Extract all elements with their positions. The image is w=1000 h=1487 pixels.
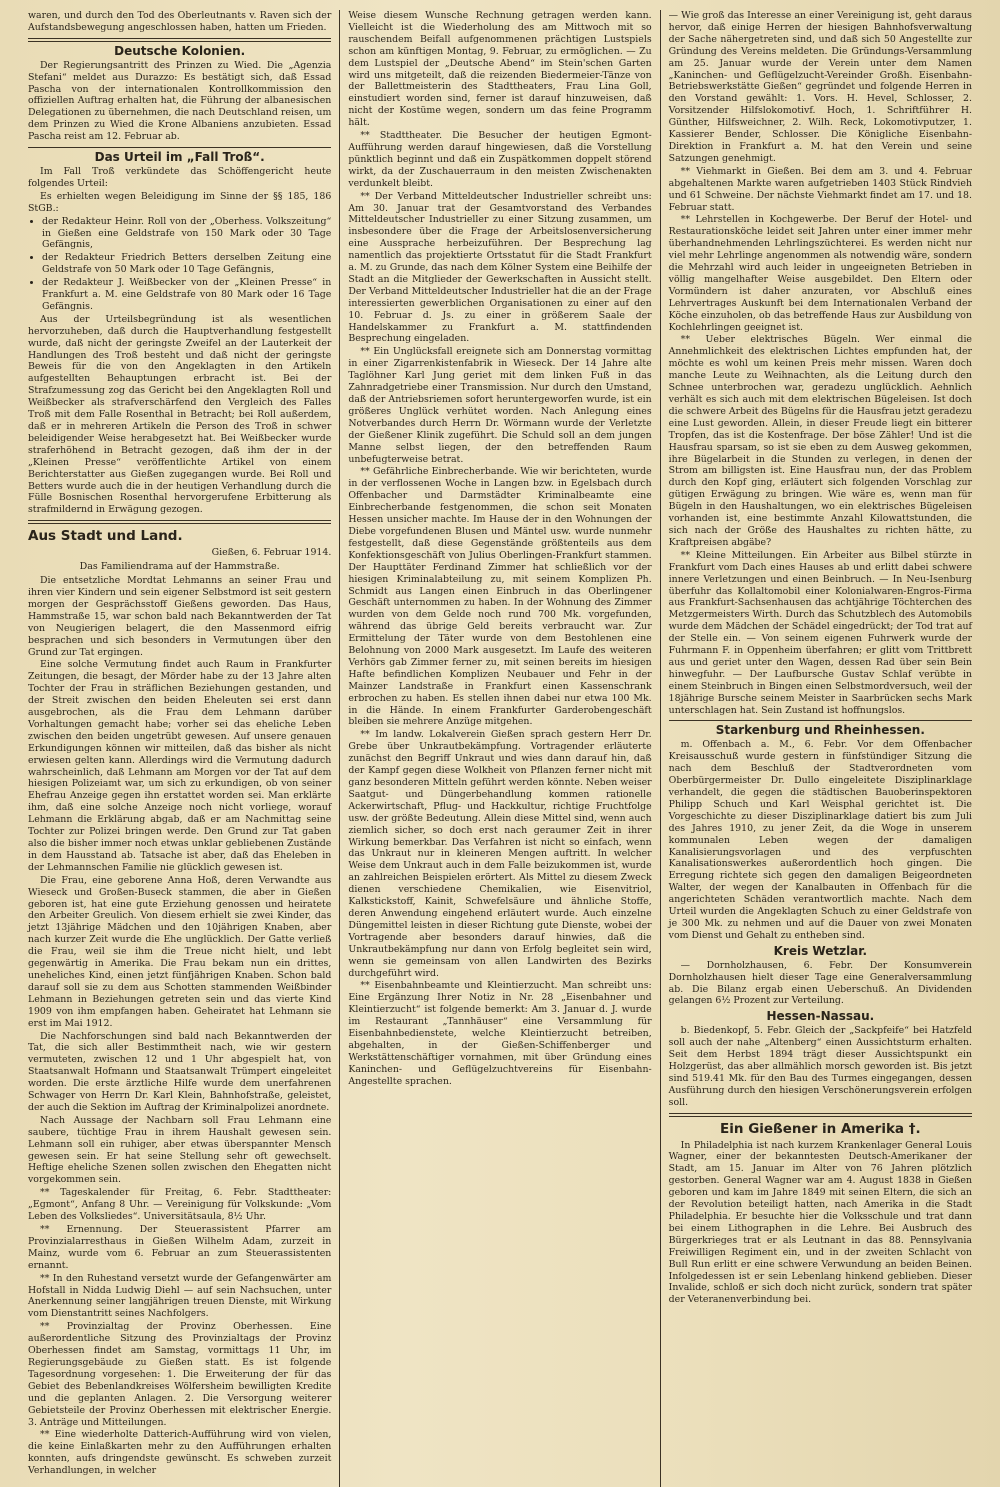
col2-para: ** Im landw. Lokalverein Gießen sprach gestern Herr Dr. Grebe über Unkrautbekämpfung. Vortragender erläuterte zunächst den Begriff Unkraut und wies dann darauf hin, daß der Kampf gegen diese Wolkheit von Pflanzen ferner nicht mit ganz besonderen Mitteln geführt werden könnte. Neben weiser Saatgut- und Düngerbehandlung kommen rationelle Ackerwirtschaft, Pflug- und Hackkultur, richtige Fruchtfolge usw. der größte Bedeutung. Allein diese Mittel sind, wenn auch ziemlich sicher, so doch erst nach geraumer Zeit in ihrer Wirkung bemerkbar. Das Verfahren ist nicht so einfach, wenn das Unkraut nur in kleineren Mengen auftritt. In welcher Weise dem Unkraut auch in dem Falle beizukommen ist, wurde an zahlreichen Beispielen erörtert. Als Mittel zu diesem Zweck dienen verschiedene Chemikalien, wie Eisenvitriol, Kalkstickstoff, Kainit, Schwefelsäure und ähnliche Stoffe, deren Anwendung eingehend erläutert wurde. Auch einzelne Düngemittel leisten in dieser Richtung gute Dienste, wobei der Vortragende aber besonders darauf hinwies, daß die Unkrautbekämpfung nur dann von Erfolg begleitet sein wird, wenn sie gemeinsam von allen Landwirten des Bezirks durchgeführt wird. [348, 729, 652, 979]
urteil-list [28, 216, 331, 313]
urteil-intro: Im Fall Troß verkündete das Schöffengericht heute folgendes Urteil: [28, 165, 332, 189]
col2-para: ** Ein Unglücksfall ereignete sich am Donnerstag vormittag in einer Zigarrenkistenfabrik in Wieseck. Der 14 Jahre alte Taglöhner Karl Jung geriet mit dem linken Fuß in das Zahnradgetriebe einer Transmission. Nur durch den Umstand, daß der Antriebsriemen sofort heruntergeworfen wurde, ist ein größeres Unglück verhütet worden. Nach Anlegung eines Notverbandes durch Herrn Dr. Wörmann wurde der Verletzte der Gießener Klinik zugeführt. Die Schuld soll an dem jungen Manne selbst liegen, der den betreffenden Raum unbefugterweise betrat. [348, 346, 652, 465]
column-3 [663, 10, 978, 1487]
urteil-item: • der Redakteur Friedrich Betters derselben Zeitung eine Geldstrafe von 50 Mark oder 10 Tage Gefängnis, [42, 252, 331, 276]
stadt-dateline: Gießen, 6. Februar 1914. [211, 547, 332, 559]
nassau-heading: Hessen-Nassau. [766, 1009, 875, 1024]
stadt-subheading: Das Familiendrama auf der Hammstraße. [79, 561, 280, 573]
notice: ** Eine wiederholte Datterich-Aufführung wird von vielen, die keine Einlaßkarten mehr zu den Aufführungen erhalten konnten, aufs dringendste gewünscht. Es schweben zurzeit Verhandlungen, in welcher [28, 1429, 332, 1477]
col2-para: Weise diesem Wunsche Rechnung getragen werden kann. Vielleicht ist die Wiederholung des am Mittwoch mit so rauschendem Beifall aufgenommenen prächtigen Lustspiels schon am künftigen Montag, 9. Februar, zu ermöglichen. — Zu dem Lustspiel der „Deutsche Abend“ im Stein'schen Garten wird uns mitgeteilt, daß die reizenden Biedermeier-Tänze von der Ballettmeisterin des Stadttheaters, Frau Lina Goll, einstudiert worden sind, ferner ist darauf hinzuweisen, daß nicht der Kostüme wegen, sondern um das feine Programm hält. [348, 10, 652, 129]
nassau-text: b. Biedenkopf, 5. Febr. Gleich der „Sackpfeife“ bei Hatzfeld soll auch der nahe „Altenberg“ einen Aussichtsturm erhalten. Seit dem Herbst 1894 trägt dieser Aussichtspunkt ein Holzgerüst, das aber allmählich morsch geworden ist. Bis jetzt sind 519.41 Mk. für den Bau des Turmes eingegangen, dessen Ausführung durch den hiesigen Verschönerungsverein erfolgen soll. [668, 1025, 972, 1108]
col1-top-text: waren, und durch den Tod des Oberleutnants v. Raven sich der Aufstandsbewegung angeschlossen haben, hatten um Frieden. [28, 10, 332, 33]
urteil-lead: Es erhielten wegen Beleidigung im Sinne der §§ 185, 186 StGB.: [28, 190, 332, 214]
col3-para: ** Lehrstellen in Kochgewerbe. Der Beruf der Hotel- und Restaurationsköche leidet seit Jahren unter einer immer mehr überhandnehmenden Lehrlingszüchterei. Es werden nicht nur viel mehr Lehrlinge angenommen als notwendig wäre, sondern die Mehrzahl wird auch leider in ungeeigneten Betrieben in völlig mangelhafter Weise ausgebildet. Den Eltern oder Vormündern ist daher anzuraten, vor Abschluß eines Lehrvertrages Auskunft bei dem Internationalen Verband der Köche einzuholen, ob das betreffende Haus zur Ausbildung von Kochlehrlingen geeignet ist. [668, 214, 972, 333]
urteil-item: • der Redakteur J. Weißbecker von der „Kleinen Presse“ in Frankfurt a. M. eine Geldstrafe von 80 Mark oder 16 Tage Gefängnis. [42, 277, 331, 313]
divider [28, 147, 331, 148]
notice: ** Provinzialtag der Provinz Oberhessen. Eine außerordentliche Sitzung des Provinzialtags der Provinz Oberhessen findet am Samstag, vormittags 11 Uhr, im Regierungsgebäude zu Gießen statt. Es ist folgende Tagesordnung vorgesehen: 1. Die Erweiterung der für das Gebiet des Bebenlandkreises Wölfersheim bewilligten Kredite und die geplanten Anlagen. 2. Die Versorgung weiterer Gebietsteile der Provinz Oberhessen mit elektrischer Energie. 3. Anträge und Mitteilungen. [28, 1321, 332, 1428]
stadt-para: Nach Aussage der Nachbarn soll Frau Lehmann eine saubere, tüchtige Frau in ihrem Haushalt gewesen sein. Lehmann soll ein ruhiger, aber etwas überspannter Mensch gewesen sein. Er hat seine Stellung sehr oft gewechselt. Heftige eheliche Szenen sollen zwischen den Ehegatten nicht vorgekommen sein. [28, 1114, 332, 1186]
amerika-heading: Ein Gießener in Amerika †. [720, 1120, 921, 1137]
column-1 [22, 10, 337, 1487]
stadt-para: Die Frau, eine geborene Anna Hoß, deren Verwandte aus Wieseck und Großen-Buseck stammen, die aber in Gießen geboren ist, hat eine gute Erziehung genossen und heiratete den Arbeiter Greulich. Von diesem erhielt sie zwei Kinder, das jetzt 13jährige Mädchen und den 10jährigen Knaben, aber nach kurzer Zeit wurde die Ehe unglücklich. Der Gatte verließ die Frau, weil sie ihm die Treue nicht hielt, und lebt gegenwärtig in Amerika. Die Frau bekam nun ein drittes, uneheliches Kind, einen jetzt fünfjährigen Knaben. Schon bald darauf soll sie zu dem aus Schotten stammenden Weißbinder Lehmann in Beziehungen getreten sein und das vierte Kind 1909 von ihm empfangen haben. Geheiratet hat Lehmann sie erst im Mai 1912. [28, 874, 332, 1029]
notice: ** Ernennung. Der Steuerassistent Pfarrer am Provinzialarresthaus in Gießen Wilhelm Adam, zurzeit in Mainz, wurde vom 6. Februar an zum Steuerassistenten ernannt. [28, 1224, 332, 1271]
stadt-para: Eine solche Vermutung findet auch Raum in Frankfurter Zeitungen, die besagt, der Mörder habe zu der 13 Jahre alten Tochter der Frau in sträflichen Beziehungen gestanden, und der Streit zwischen den beiden Eheleuten sei erst dann ausgebrochen, als die Frau dem Lehmann darüber Vorhaltungen gemacht habe; vorher sei das eheliche Leben zwischen den beiden ungetrübt gewesen. Auf unsere genauen Erkundigungen können wir mitteilen, daß das bisher als nicht erwiesen gelten kann. Allerdings wird die Vermutung dadurch wahrscheinlich, daß Lehmann am Morgen vor der Tat auf dem hiesigen Polizeiamt war, um sich zu erkundigen, ob von seiner Ehefrau Anzeige gegen ihn erstattet worden sei. Man erklärte ihm, daß eine solche Anzeige noch nicht vorliege, worauf Lehmann die Erklärung abgab, daß er am Nachmittag seine Tochter zur Polizei bringen werde. Den Grund zur Tat gaben also die bisher immer noch etwas unklar gebliebenen Zustände in dem Hausstand ab. Tatsache ist aber, daß das Eheleben in der Lehmannschen Familie nie glücklich gewesen ist. [28, 659, 332, 873]
divider [28, 38, 331, 42]
divider [28, 520, 331, 524]
stadt-heading: Aus Stadt und Land. [28, 528, 183, 545]
notice: ** In den Ruhestand versetzt wurde der Gefangenwärter am Hofstall in Nidda Ludwig Diehl — auf sein Nachsuchen, unter Anerkennung seiner langjährigen treuen Dienste, mit Wirkung vom Dienstantritt seines Nachfolgers. [28, 1272, 332, 1320]
urteil-heading: Das Urteil im „Fall Troß“. [94, 150, 265, 165]
col3-para: ** Ueber elektrisches Bügeln. Wer einmal die Annehmlichkeit des elektrischen Lichtes empfunden hat, der möchte es wohl um keinen Preis mehr missen. Waren doch manche Leute zu Weihnachten, als die Leitung durch den Schnee unterbrochen war, geradezu unglücklich. Aehnlich verhält es sich auch mit dem elektrischen Bügeleisen. Ist doch die schwere Arbeit des Bügelns für die Hausfrau jetzt geradezu eine Lust geworden. Allein, in dieser Freude liegt ein bitterer Tropfen, das ist die Kostenfrage. Der böse Zähler! Und ist die Hausfrau sparsam, so ist sie eben zu dem Ausweg gekommen, ihre Bügelarbeit in die Stunden zu verlegen, in denen der Strom am billigsten ist. Eine Hausfrau nun, der das Problem durch den Kopf ging, erläutert sich folgenden Vorschlag zur gütigen Erwägung zu bringen. Wie wäre es, wenn man für Bügeln in den Haushaltungen, wo ein elektrisches Bügeleisen vorhanden ist, eine bestimmte Anzahl Kilowattstunden, die sich nach der Größe des Haushaltes zu richten hätte, zu Kraftpreisen abgäbe? [668, 334, 972, 548]
stadt-para: Die entsetzliche Mordtat Lehmanns an seiner Frau und ihren vier Kindern und sein eigener Selbstmord ist seit gestern morgen der Gesprächsstoff Gießens geworden. Das Haus, Hammstraße 15, war schon bald nach Bekanntwerden der Tat von Neugierigen belagert, die den Massenmord eifrig besprachen und sich besonders in Vermutungen über den Grund zur Tat ergingen. [28, 575, 332, 658]
col3-para: ** Viehmarkt in Gießen. Bei dem am 3. und 4. Februar abgehaltenen Markte waren aufgetrieben 1403 Stück Rindvieh und 61 Schweine. Der nächste Viehmarkt findet am 17. und 18. Februar statt. [668, 165, 972, 213]
col2-para: ** Der Verband Mitteldeutscher Industrieller schreibt uns: Am 30. Januar trat der Gesamtvorstand des Verbandes Mitteldeutscher Industrieller zu einer Sitzung zusammen, um insbesondere über die Frage der Arbeitslosenversicherung eine Aussprache herbeizuführen. Der Besprechung lag namentlich das projektierte Ortsstatut für die Stadt Frankfurt a. M. zu Grunde, das nach dem Kölner System eine Beihilfe der Stadt an die Mitglieder der Gewerkschaften in Aussicht stellt. Der Verband Mitteldeutscher Industrieller hat die an der Frage interessierten gewerblichen Organisationen zu einer auf den 10. Februar d. Js. zu einer in größerem Saale der Handelskammer zu Frankfurt a. M. stattfindenden Besprechung eingeladen. [348, 190, 652, 345]
starkenburg-text: m. Offenbach a. M., 6. Febr. Vor dem Offenbacher Kreisausschuß wurde gestern in fünfstündiger Sitzung die nach dem Beschluß der Stadtverordneten vom Oberbürgermeister Dr. Dullo eingeleitete Disziplinarklage verhandelt, die gegen die städtischen Bauoberinspektoren Philipp Schuch und Karl Weisphal gerichtet ist. Die Vorgeschichte zu dieser Disziplinarklage datiert bis zum Juli des Jahres 1910, zu jener Zeit, da die Woge in unserem kommunalen Leben wegen der damaligen Kanalisierungsvorlagen und des verpfuschten Kanalisationswerkes außerordentlich hoch gingen. Die Erregung richtete sich gegen den damaligen Beigeordneten Walter, der wegen der Kanalbauten in Offenbach für die angerichteten Schäden verantwortlich machte. Nach dem Urteil wurden die Angeklagten Schuch zu einer Geldstrafe von je 300 Mk. zu nehmen und auf die Dauer von zwei Monaten vom Dienst und Gehalt zu entheben sind. [668, 739, 972, 941]
stadt-para: Die Nachforschungen sind bald nach Bekanntwerden der Tat, die sich aller Bestimmtheit nach, wie wir gestern vermuteten, zwischen 12 und 1 Uhr abgespielt hat, von Staatsanwalt Hofmann und Staatsanwalt Trümpert eingeleitet worden. Die erste ärztliche Hilfe wurde dem unerfahrenen Schwager von Herrn Dr. Karl Klein, Bahnhofstraße, geleistet, der auch die Sektion im Auftrag der Kriminalpolizei anordnete. [28, 1030, 332, 1113]
wetzlar-heading: Kreis Wetzlar. [773, 943, 868, 958]
wetzlar-text: — Dornholzhausen, 6. Febr. Der Konsumverein Dornholzhausen hielt dieser Tage eine Generalversammlung ab. Die Bilanz ergab einen Ueberschuß. An Dividenden gelangen 6½ Prozent zur Verteilung. [668, 959, 972, 1007]
urteil-item: • der Redakteur Heinr. Roll von der „Oberhess. Volkszeitung“ in Gießen eine Geldstrafe von 150 Mark oder 30 Tage Gefängnis, [42, 216, 331, 252]
col3-para: ** Kleine Mitteilungen. Ein Arbeiter aus Bilbel stürzte in Frankfurt vom Dach eines Hauses ab und erlitt dabei schwere innere Verletzungen und einen Beinbruch. — In Neu-Isenburg überfuhr das Kollaltomobil einer Kolonialwaren-Engros-Firma aus Frankfurt-Sachsenhausen das achtjährige Töchterchen des Metzgermeisters Wirth. Durch das Schutzblech des Automobils wurde dem Mädchen der Schädel eingedrückt; der Tod trat auf der Stelle ein. — Von seinem eigenen Fuhrwerk wurde der Fuhrmann F. in Oppenheim überfahren; er glitt vom Trittbrett aus und geriet unter den Wagen, dessen Rad über sein Bein hinwegfuhr. — Der Laufbursche Gustav Schlaf verübte in einem Steinbruch in Bingen einen Selbstmordversuch, weil der 18jährige Bursche seinem Meister in Saarbrücken sechs Mark unterschlagen hat. Sein Zustand ist hoffnungslos. [668, 549, 972, 716]
starkenburg-heading: Starkenburg und Rheinhessen. [715, 723, 925, 738]
column-2 [342, 10, 657, 1487]
kolonien-text: Der Regierungsantritt des Prinzen zu Wied. Die „Agenzia Stefani“ meldet aus Durazzo: Es bestätigt sich, daß Essad Pascha von der internationalen Kontrollkommission den offiziellen Auftrag erhalten hat, die Führung der albanesischen Delegationen zu übernehmen, die nach Deutschland reisen, um dem Prinzen zu Wied die Krone Albaniens anzubieten. Essad Pascha reist am 12. Februar ab. [28, 59, 332, 143]
notice: ** Tageskalender für Freitag, 6. Febr. Stadttheater: „Egmont“, Anfang 8 Uhr. — Vereinigung für Volkskunde: „Vom Leben des Volksliedes“. Universitätsaula, 8½ Uhr. [28, 1187, 332, 1223]
column-rule [660, 10, 661, 1487]
divider [669, 1113, 972, 1117]
divider [669, 720, 972, 721]
col3-para: — Wie groß das Interesse an einer Vereinigung ist, geht daraus hervor, daß einige Herren der hiesigen Bahnhofsverwaltung der Sache nähergetreten sind, und daß sich 50 Angestellte zur Gründung des Vereins meldeten. Die Gründungs-Versammlung am 25. Januar wurde der Verein unter dem Namen „Kaninchen- und Geflügelzucht-Vereinder Großh. Eisenbahn-Betriebswerkstätte Gießen“ gegründet und folgende Herren in den Vorstand gewählt: 1. Vors. H. Hevel, Schlosser, 2. Vorsitzender Hilfslokomotivf. Hoch, 1. Schriftführer H. Günther, Hilfsweichner, 2. Wilh. Reck, Lokomotivputzer, 1. Kassierer Bender, Schlosser. Die Königliche Eisenbahn-Direktion in Frankfurt a. M. hat den Verein und seine Satzungen genehmigt. [668, 10, 972, 164]
urteil-text: Aus der Urteilsbegründung ist als wesentlichen hervorzuheben, daß durch die Hauptverhandlung festgestellt wurde, daß nicht der geringste Zweifel an der Lauterkeit der Handlungen des Troß besteht und daß nicht der geringste Beweis für die von den Angeklagten in den Artikeln aufgestellten Behauptungen erbracht ist. Bei der Strafzumessung zog das Gericht bei den Angeklagten Roll und Weißbecker als strafverschärfend den Vergleich des Falles Troß mit dem Falle Rosenthal in Betracht; bei Roll außerdem, daß er in mehreren Artikeln die Person des Troß in schwer beleidigender Weise herabgesetzt hat. Bei Weißbecker wurde straferhöhend in Betracht gezogen, daß ihm der in der „Kleinen Presse“ veröffentlichte Artikel von einem Berichterstatter aus Gießen zugegangen wurde. Bei Roll und Betters wurde auch die in der heutigen Verhandlung durch die Fülle Bosnischen Rosenthal hervorgerufene Erbitterung als strafmildernd in Erwägung gezogen. [28, 313, 332, 516]
col2-para: ** Gefährliche Einbrecherbande. Wie wir berichteten, wurde in der verflossenen Woche in Langen bzw. in Egelsbach durch Offenbacher und Darmstädter Kriminalbeamte eine Einbrecherbande festgenommen, die schon seit Monaten Hessen unsicher machte. Im Hause der in den Wohnungen der Diebe vorgefundenen Blusen und Mäntel usw. wurde nunmehr festgestellt, daß diese Gegenstände größtenteils aus dem Konfektionsgeschäft von Julius Oberlingen-Frankfurt stammen. Der Haupttäter Ferdinand Zimmer hat schließlich vor der hiesigen Kriminalabteilung zu, mit seinem Komplizen Ph. Schmidt aus Langen einen Einbruch in das Oberlingener Geschäft unternommen zu haben. In der Wohnung des Zimmer wurden von dem Gelde noch rund 700 Mk. vorgefunden, während das übrige Geld bereits verbraucht war. Zur Ermittelung der Täter wurde von dem Bestohlenen eine Belohnung von 2000 Mark ausgesetzt. Im Laufe des weiteren Verhörs gab Zimmer ferner zu, mit seinen bereits im hiesigen Hafte befindlichen Komplizen Neubauer und Fehr in der Mainzer Landstraße in Frankfurt einen Kassenschrank erbrochen zu haben. Es stellen ihnen dabei nur etwa 100 Mk. in die Hände. In einem Frankfurter Garderobengeschäft bleiben sie mehrere Anzüge mitgehen. [348, 466, 652, 728]
amerika-text: In Philadelphia ist nach kurzem Krankenlager General Louis Wagner, einer der bekanntesten Deutsch-Amerikaner der Stadt, am 15. Januar im Alter von 76 Jahren plötzlich gestorben. General Wagner war am 4. August 1838 in Gießen geboren und kam im Jahre 1849 mit seinen Eltern, die sich an der Revolution beteiligt hatten, nach Amerika in die Stadt Philadelphia. Er besuchte hier die Volksschule und trat dann bei einem Lithographen in die Lehre. Bei Ausbruch des Bürgerkrieges trat er als Leutnant in das 88. Pennsylvania Freiwilligen Regiment ein, und in der zweiten Schlacht von Bull Run erlitt er eine schwere Verwundung an beiden Beinen. Infolgedessen ist er sein Lebenlang hinkend geblieben. Dieser Invalide, schloß er sich doch nicht zurück, sondern trat später der Veteranenverbindung bei. [668, 1139, 972, 1306]
kolonien-heading: Deutsche Kolonien. [114, 43, 246, 58]
col2-para: ** Eisenbahnbeamte und Kleintierzucht. Man schreibt uns: Eine Ergänzung Ihrer Notiz in Nr. 28 „Eisenbahner und Kleintierzucht“ ist folgende bemerkt: Am 3. Januar d. J. wurde im Restaurant „Tannhäuser“ eine Versammlung für Eisenbahnbedienstete, welche Kleintierzucht betreiben, abgehalten, in der Gießen-Schiffenberger und Werkstättenschäftiger vornahmen, mit über Gründung eines Kaninchen- und Geflügelzuchtvereins für Eisenbahn-Angestellte sprachen. [348, 980, 652, 1087]
column-rule [339, 10, 340, 1487]
col2-para: ** Stadttheater. Die Besucher der heutigen Egmont-Aufführung werden darauf hingewiesen, daß die Vorstellung pünktlich beginnt und daß ein Zuspätkommen doppelt störend wirkt, da der Zuschauerraum in den meisten Zwischenakten verdunkelt bleibt. [348, 130, 652, 189]
